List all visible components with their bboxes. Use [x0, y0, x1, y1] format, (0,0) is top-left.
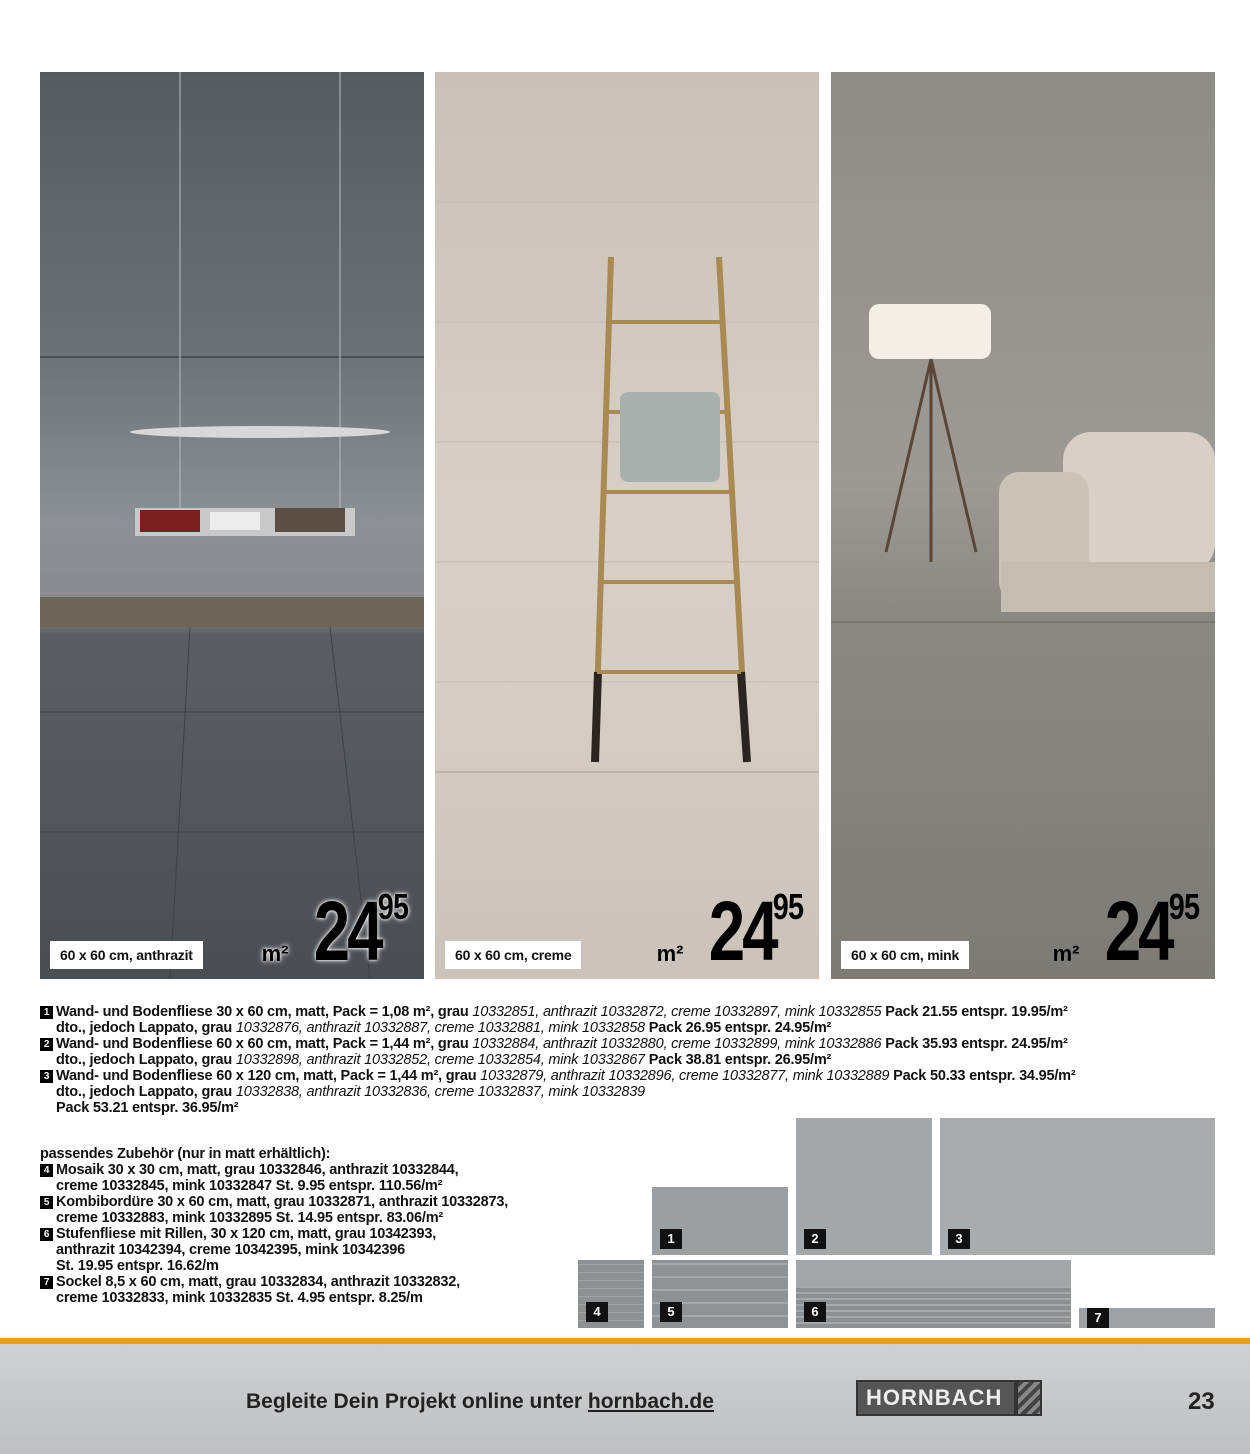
accessory-line — [40, 1226, 580, 1242]
accessory-line: anthrazit 10342394, creme 10342395, mink 10342396 — [56, 1242, 405, 1258]
price-decimal: 95 — [1168, 886, 1200, 927]
item-number-badge: 2 — [40, 1038, 53, 1051]
product-image-anthrazit — [40, 72, 424, 979]
tile-swatch-3 — [940, 1118, 1215, 1255]
room-illustration-creme — [435, 72, 819, 979]
panel-caption: 60 x 60 cm, creme — [445, 941, 581, 969]
page-number: 23 — [1188, 1388, 1215, 1415]
swatch-number: 4 — [586, 1302, 608, 1322]
accessory-spec: Stufenfliese mit Rillen, 30 x 120 cm, matt, grau 10342393, — [56, 1226, 437, 1242]
room-illustration-anthrazit — [40, 72, 424, 979]
tile-swatch-5 — [652, 1260, 788, 1328]
website-link[interactable]: hornbach.de — [587, 1390, 714, 1413]
product-codes: 10332851, anthrazit 10332872, creme 10332897, mink 10332855 — [472, 1004, 882, 1020]
price-tag — [656, 884, 807, 978]
swatch-number: 2 — [804, 1229, 826, 1249]
hornbach-logo: HORNBACH — [856, 1380, 1016, 1416]
price-tag — [261, 884, 412, 978]
footer-text — [246, 1390, 714, 1414]
footer-text-label: Begleite Dein Projekt online unter — [246, 1390, 588, 1413]
item-number-badge: 7 — [40, 1276, 53, 1289]
item-number-badge: 5 — [40, 1196, 53, 1209]
price-tag — [1052, 884, 1203, 978]
product-price: Pack 21.55 entspr. 19.95/m² — [881, 1004, 1068, 1020]
product-codes: 10332838, anthrazit 10332836, creme 10332837, mink 10332839 — [235, 1084, 645, 1100]
product-price: Pack 50.33 entspr. 34.95/m² — [889, 1068, 1076, 1084]
tile-swatch-7 — [1079, 1308, 1215, 1328]
price-integer: 24 — [1104, 884, 1171, 978]
product-price: Pack 35.93 entspr. 24.95/m² — [881, 1036, 1068, 1052]
swatch-number: 3 — [948, 1229, 970, 1249]
product-title: Wand- und Bodenfliese — [56, 1068, 213, 1084]
item-number-badge: 1 — [40, 1006, 53, 1019]
swatch-number: 1 — [660, 1229, 682, 1249]
product-price: Pack 26.95 entspr. 24.95/m² — [644, 1020, 832, 1036]
price-unit: m² — [1052, 941, 1080, 966]
product-codes: 10332884, anthrazit 10332880, creme 10332899, mink 10332886 — [472, 1036, 882, 1052]
product-line — [40, 1036, 1210, 1052]
tile-swatch-6 — [796, 1260, 1071, 1328]
product-spec: , jedoch Lappato, grau — [81, 1020, 236, 1036]
price-unit: m² — [261, 941, 289, 966]
product-line — [40, 1052, 1210, 1068]
accessory-line — [40, 1162, 580, 1178]
product-codes: 10332876, anthrazit 10332887, creme 10332881, mink 10332858 — [235, 1020, 645, 1036]
item-number-badge: 4 — [40, 1164, 53, 1177]
product-title: Wand- und Bodenfliese — [56, 1004, 213, 1020]
accessory-line: St. 19.95 entspr. 16.62/m — [56, 1258, 219, 1274]
tile-swatch-1 — [652, 1187, 788, 1255]
product-price: Pack 38.81 entspr. 26.95/m² — [644, 1052, 832, 1068]
panel-caption: 60 x 60 cm, anthrazit — [50, 941, 203, 969]
accessory-spec: Mosaik 30 x 30 cm, matt, grau 10332846, anthrazit 10332844, — [56, 1162, 459, 1178]
accessory-line: creme 10332883, mink 10332895 St. 14.95 entspr. 83.06/m² — [56, 1210, 444, 1226]
product-price: Pack 53.21 entspr. 36.95/m² — [56, 1100, 239, 1116]
product-spec: , jedoch Lappato, grau — [81, 1084, 236, 1100]
product-line — [40, 1004, 1210, 1020]
product-spec: , jedoch Lappato, grau — [81, 1052, 236, 1068]
accessory-line — [40, 1194, 580, 1210]
product-spec: 60 x 60 cm, matt, Pack = 1,44 m², grau — [212, 1036, 473, 1052]
tile-swatch-2 — [796, 1118, 932, 1255]
price-integer: 24 — [313, 884, 380, 978]
product-title: dto. — [56, 1052, 82, 1068]
accessory-spec: Kombibordüre 30 x 60 cm, matt, grau 10332871, anthrazit 10332873, — [56, 1194, 509, 1210]
product-title: dto. — [56, 1020, 82, 1036]
item-number-badge: 6 — [40, 1228, 53, 1241]
accessory-line: creme 10332833, mink 10332835 St. 4.95 entspr. 8.25/m — [56, 1290, 423, 1306]
swatch-number: 5 — [660, 1302, 682, 1322]
price-decimal: 95 — [772, 886, 804, 927]
product-line — [40, 1084, 1210, 1100]
product-codes: 10332898, anthrazit 10332852, creme 10332854, mink 10332867 — [235, 1052, 645, 1068]
accessory-spec: Sockel 8,5 x 60 cm, matt, grau 10332834, anthrazit 10332832, — [56, 1274, 460, 1290]
panel-caption: 60 x 60 cm, mink — [841, 941, 969, 969]
product-spec: 30 x 60 cm, matt, Pack = 1,08 m², grau — [212, 1004, 473, 1020]
product-list — [40, 1004, 1210, 1116]
product-title: dto. — [56, 1084, 82, 1100]
accessory-line: creme 10332845, mink 10332847 St. 9.95 entspr. 110.56/m² — [56, 1178, 443, 1194]
product-title: Wand- und Bodenfliese — [56, 1036, 213, 1052]
logo-stripes-icon — [1016, 1380, 1042, 1416]
product-spec: 60 x 120 cm, matt, Pack = 1,44 m², grau — [212, 1068, 481, 1084]
tile-swatch-4 — [578, 1260, 644, 1328]
price-decimal: 95 — [377, 886, 409, 927]
product-line — [40, 1020, 1210, 1036]
room-illustration-mink — [831, 72, 1215, 979]
product-image-mink — [831, 72, 1215, 979]
price-integer: 24 — [708, 884, 775, 978]
product-line — [40, 1100, 1210, 1116]
product-line — [40, 1068, 1210, 1084]
swatch-number: 6 — [804, 1302, 826, 1322]
product-image-creme — [435, 72, 819, 979]
item-number-badge: 3 — [40, 1070, 53, 1083]
product-codes: 10332879, anthrazit 10332896, creme 10332877, mink 10332889 — [480, 1068, 890, 1084]
price-unit: m² — [656, 941, 684, 966]
accessories-list — [40, 1146, 580, 1306]
swatch-number: 7 — [1087, 1308, 1109, 1328]
accessory-line — [40, 1274, 580, 1290]
accessories-heading: passendes Zubehör (nur in matt erhältlich): — [40, 1146, 331, 1162]
